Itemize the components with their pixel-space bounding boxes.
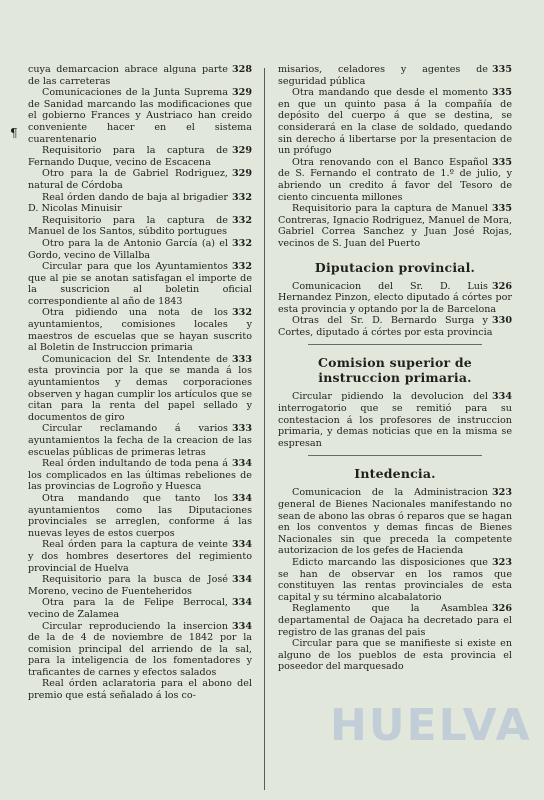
section-heading-intendencia: Intedencia. [354,466,436,482]
index-entry: 330 Otras del Sr. D. Bernardo Surga y Cortes, diputado á córtes por esta provincia [278,315,512,338]
page-number: 334 [231,597,252,609]
index-entry: 335 Otra renovando con el Banco Español de S. Fernando el contrato de 1.º de julio, y abriendo un credito á favor del Tesoro de ciento cincuenta millones [278,156,512,203]
index-entry: 333 Circular reclamando á varios ayuntamientos la fecha de la creacion de las escuelas públicas de primeras letras [28,423,252,458]
index-entry: 326 Reglamento que la Asamblea departamental de Oajaca ha decretado para el registro de las granas del pais [278,603,512,638]
page-number: 335 [491,87,512,99]
index-entry: 334 Circular pidiendo la devolucion del interrogatorio que se remitió para su contestacion á los profesores de instruccion primaria, y demas noticias que en la misma se espresan [278,391,512,449]
page-number: 326 [491,280,512,292]
column-divider [264,68,265,790]
page-number: 332 [231,191,252,203]
page-number: 323 [491,557,512,568]
index-entry: 334 Real órden indultando de toda pena á los complicados en las últimas rebeliones de las provincias de Logroño y Huesca [28,458,252,493]
index-entry: 323 Edicto marcando las disposiciones que se han de observar en los ramos que constituyen las rentas provinciales de esta capital y su término alcabalatorio [278,557,512,603]
library-watermark: HUELVA [330,700,532,751]
page-number: 332 [231,214,252,226]
page-number: 323 [491,487,512,499]
section-rule [308,455,482,456]
left-column [28,64,252,702]
section-heading-diputacion: Diputacion provincial. [314,259,476,275]
page-number: 329 [231,87,252,99]
page-number: 334 [231,458,252,470]
index-entry: 329 Otro para la de Gabriel Rodriguez, natural de Córdoba [28,168,252,191]
page-number: 332 [231,307,252,319]
index-entry: 334 Otra mandando que tanto los ayuntamientos como las Diputaciones provinciales se arreglen, conforme á las nuevas leyes de estos cuerpos [28,492,252,539]
section-rule [308,344,482,345]
section-heading-comision: Comision superior de instruccion primaria. [318,355,472,386]
page-number: 335 [491,64,512,75]
index-entry: 329 Comunicaciones de la Junta Suprema de Sanidad marcando las modificaciones que el gobierno Frances y Austriaco han creido conveniente hacer en el sistema cuarentenario [28,87,252,145]
margin-mark: ¶ [10,126,18,140]
index-entry: Circular para que se manifieste si existe en alguno de los pueblos de esta provincia el poseedor del marquesado [278,638,512,673]
index-entry: 332 Real órden dando de baja al brigadier D. Nicolas Minuisir [28,191,252,215]
page-number: 334 [231,574,252,586]
index-entry: 335 misarios, celadores y agentes de seguridad pública [278,64,512,87]
index-entry: 334 Otra para la de Felipe Berrocal, vecino de Zalamea [28,597,252,620]
index-entry: 332 Otro para la de Antonio García (a) el Gordo, vecino de Villalba [28,237,252,261]
index-entry: 334 Real órden para la captura de veinte y dos hombres desertores del regimiento provincial de Huelva [28,539,252,574]
page-number: 332 [231,237,252,249]
page-number: 334 [231,492,252,504]
index-entry: 334 Requisitorio para la busca de José Moreno, vecino de Fuenteheridos [28,574,252,597]
index-entry: 329 Requisitorio para la captura de Fernando Duque, vecino de Escacena [28,145,252,168]
index-entry: 328 cuya demarcacion abrace alguna parte de las carreteras [28,64,252,87]
index-entry: 335 Requisitorio para la captura de Manuel Contreras, Ignacio Rodriguez, Manuel de Mora, Gabriel Correa Sanchez y Juan José Rojas, vecinos de S. Juan del Puerto [278,203,512,249]
index-entry: Real órden aclaratoria para el abono del premio que está señalado á los co- [28,678,252,702]
page-number: 329 [231,145,252,157]
page-number: 335 [491,156,512,168]
index-entry: 332 Circular para que los Ayuntamientos que al pie se anotan satisfagan el importe de la suscricion al boletin oficial correspondiente al año de 1843 [28,261,252,307]
page-number: 328 [231,64,252,75]
page-number: 334 [491,391,512,403]
page-number: 334 [231,620,252,632]
page-number: 333 [231,353,252,365]
index-entry: 326 Comunicacion del Sr. D. Luis Hernandez Pinzon, electo diputado á córtes por esta provincia y optando por la de Barcelona [278,280,512,315]
right-column [278,64,512,673]
page-number: 326 [491,603,512,615]
index-entry: 332 Requisitorio para la captura de Manuel de los Santos, súbdito portugues [28,214,252,238]
page-number: 332 [231,261,252,273]
index-entry: 334 Circular reproduciendo la insercion de la de 4 de noviembre de 1842 por la comision principal del arriendo de la sal, para la inteligencia de los fomentadores y traficantes de carnes y efectos salados [28,620,252,678]
page-number: 330 [491,315,512,327]
index-entry: 323 Comunicacion de la Administracion general de Bienes Nacionales manifestando no sean de abono las obras ó reparos que se hagan en los conventos y demas fincas de Bienes Nacionales sin que preceda la competente autorizacion de los gefes de Hacienda [278,487,512,557]
index-entry: 335 Otra mandando que desde el momento en que un quinto pasa á la compañía de depósito del cuerpo á que se destina, se considerará en la clase de soldado, quedando sin derecho á libertarse por la presentacion de un prófugo [278,87,512,157]
page-number: 335 [491,203,512,215]
page-number: 329 [231,168,252,180]
page-number: 334 [231,539,252,551]
page-number: 333 [231,423,252,435]
index-entry: 332 Otra pidiendo una nota de los ayuntamientos, comisiones locales y maestros de escuelas que se hayan suscrito al Boletin de Instruccion primaria [28,307,252,354]
index-entry: 333 Comunicacion del Sr. Intendente de esta provincia por la que se manda á los ayuntamientos y demas corporaciones observen y hagan cumplir los artículos que se citan para la renta del papel sellado y documentos de giro [28,353,252,423]
